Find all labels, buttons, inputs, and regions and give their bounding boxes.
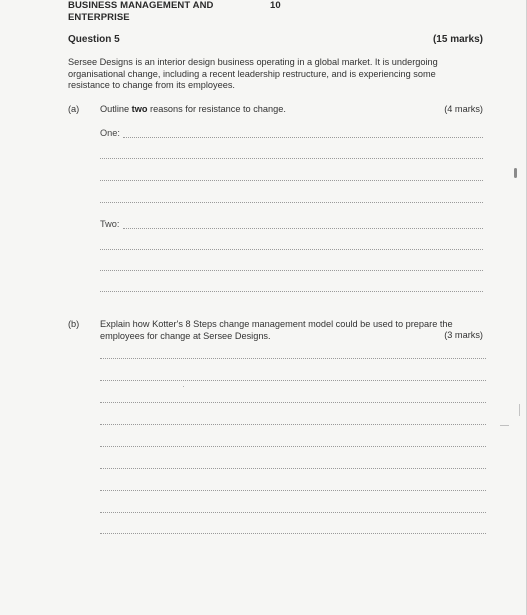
subject-title	[68, 0, 214, 23]
part-b-marks: (3 marks)	[444, 330, 483, 340]
question-stem	[68, 57, 488, 92]
answer-b-line-8[interactable]	[100, 512, 486, 513]
answer-b-line-2[interactable]	[100, 380, 486, 381]
answer-b-line-1[interactable]	[100, 358, 486, 359]
answer-two-label: Two:	[100, 219, 120, 229]
scan-edge-mark	[519, 404, 520, 416]
answer-two-line-2[interactable]	[100, 249, 483, 250]
part-a-text-bold: two	[131, 104, 148, 114]
part-a-marks: (4 marks)	[444, 104, 483, 114]
part-b-line-2: employees for change at Sersee Designs.	[100, 330, 271, 341]
subject-title-line2: ENTERPRISE	[68, 12, 130, 23]
stem-line-3: resistance to change from its employees.	[68, 80, 235, 90]
answer-b-line-6[interactable]	[100, 468, 486, 469]
answer-b-line-9[interactable]	[100, 533, 486, 534]
part-b-line-1: Explain how Kotter's 8 Steps change management model could be used to prepare the	[100, 319, 453, 329]
answer-one-line-2[interactable]	[100, 158, 483, 159]
part-b-prompt	[100, 319, 484, 342]
part-b-label: (b)	[68, 319, 80, 329]
subject-title-line1: BUSINESS MANAGEMENT AND	[68, 0, 214, 11]
answer-one-line-1[interactable]	[123, 137, 483, 138]
part-a-text-after: reasons for resistance to change.	[147, 104, 286, 114]
stem-line-2: organisational change, including a recent leadership restructure, and is experiencing some	[68, 68, 436, 79]
scan-speck	[183, 386, 184, 387]
answer-two-line-4[interactable]	[100, 291, 483, 292]
answer-two-line-3[interactable]	[100, 270, 483, 271]
part-a-label: (a)	[68, 104, 80, 114]
question-marks: (15 marks)	[432, 34, 483, 45]
part-a-prompt	[100, 104, 286, 114]
page-number: 10	[270, 0, 281, 11]
answer-b-line-3[interactable]	[100, 402, 486, 403]
answer-b-line-4[interactable]	[100, 424, 486, 425]
answer-one-line-3[interactable]	[100, 180, 483, 181]
scan-edge-dash	[500, 425, 509, 426]
answer-one-label: One:	[100, 128, 120, 138]
answer-b-line-7[interactable]	[100, 490, 486, 491]
binding-mark	[514, 168, 517, 178]
answer-b-line-5[interactable]	[100, 446, 486, 447]
answer-two-line-1[interactable]	[123, 228, 483, 229]
part-a-text-before: Outline	[100, 104, 132, 114]
stem-line-1: Sersee Designs is an interior design business operating in a global market. It is undergoing	[68, 57, 438, 67]
question-title: Question 5	[68, 34, 120, 45]
answer-one-line-4[interactable]	[100, 202, 483, 203]
